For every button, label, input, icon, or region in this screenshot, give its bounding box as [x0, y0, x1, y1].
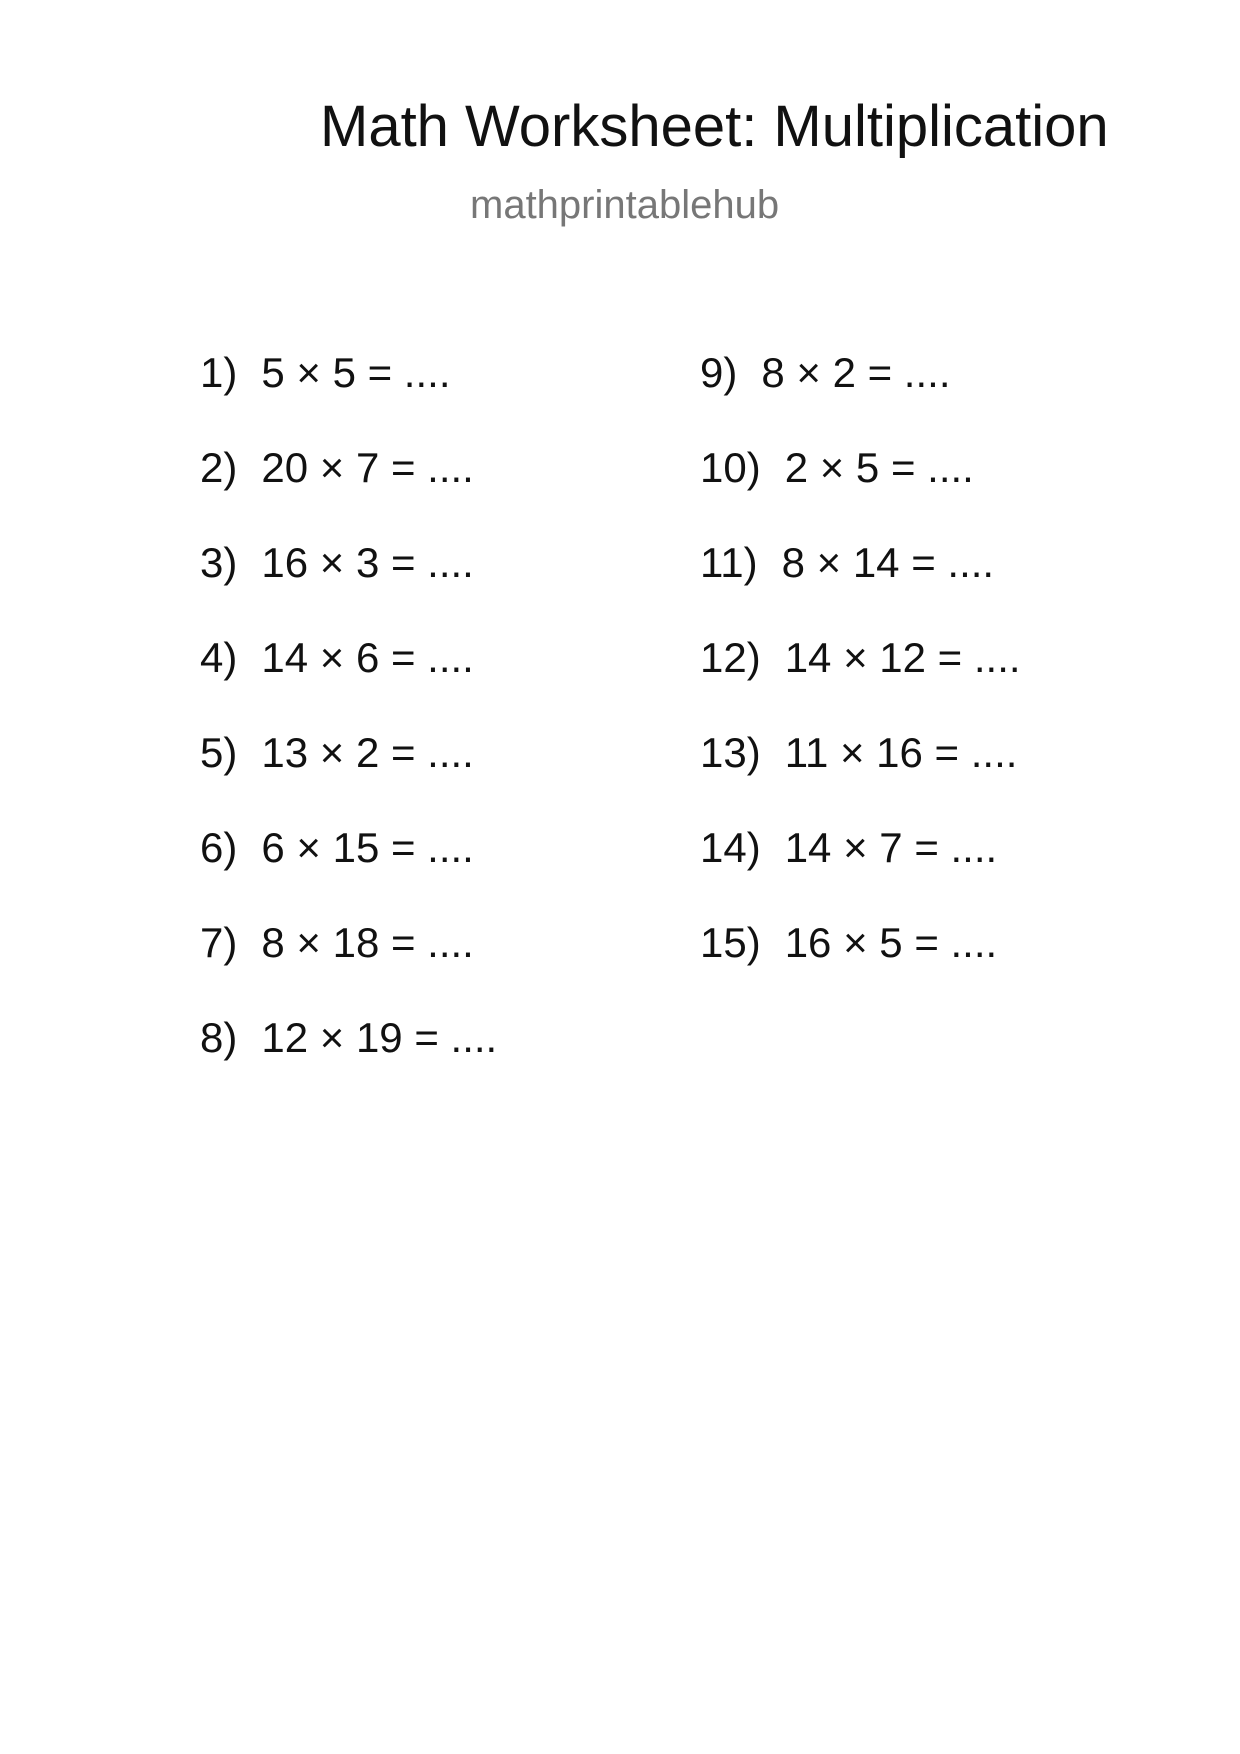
problem-number: 13) [700, 729, 761, 776]
problem-number: 7) [200, 919, 238, 966]
problem-expression: 2 × 5 = .... [784, 444, 974, 491]
problem-number: 9) [700, 349, 738, 396]
problem-number: 4) [200, 634, 238, 681]
problem-number: 10) [700, 444, 761, 491]
problem-item [200, 729, 497, 827]
problem-expression: 14 × 6 = .... [261, 634, 474, 681]
problem-expression: 20 × 7 = .... [261, 444, 474, 491]
page-title: Math Worksheet: Multiplication [320, 94, 1109, 159]
problem-item [700, 539, 1021, 637]
problem-item [200, 539, 497, 637]
problem-expression: 13 × 2 = .... [261, 729, 474, 776]
problem-expression: 5 × 5 = .... [261, 349, 451, 396]
problem-expression: 8 × 18 = .... [261, 919, 474, 966]
problem-item [700, 824, 1021, 922]
problem-expression: 12 × 19 = .... [261, 1014, 498, 1061]
problem-item [700, 919, 1021, 1017]
problem-number: 3) [200, 539, 238, 586]
problem-number: 1) [200, 349, 238, 396]
problem-number: 14) [700, 824, 761, 871]
problem-number: 8) [200, 1014, 238, 1061]
problem-item [700, 349, 1021, 447]
problem-expression: 14 × 12 = .... [784, 634, 1021, 681]
problem-number: 12) [700, 634, 761, 681]
problem-item [700, 444, 1021, 542]
problem-item [200, 919, 497, 1017]
problem-item [700, 729, 1021, 827]
problem-number: 15) [700, 919, 761, 966]
problem-item [200, 824, 497, 922]
problem-expression: 11 × 16 = .... [784, 729, 1018, 776]
problem-expression: 8 × 2 = .... [761, 349, 951, 396]
problem-item [200, 349, 497, 447]
problem-number: 11) [700, 539, 758, 586]
problem-expression: 8 × 14 = .... [781, 539, 995, 586]
problem-item [200, 634, 497, 732]
problem-item [200, 1014, 498, 1112]
problem-item [700, 634, 1021, 732]
problem-list-right [700, 349, 1021, 1017]
page-subtitle: mathprintablehub [470, 183, 780, 227]
problem-number: 5) [200, 729, 238, 776]
problem-expression: 16 × 5 = .... [784, 919, 998, 966]
problem-list-left [200, 349, 498, 1112]
problem-item [200, 444, 497, 542]
problem-number: 6) [200, 824, 238, 871]
problem-expression: 16 × 3 = .... [261, 539, 474, 586]
problem-expression: 14 × 7 = .... [784, 824, 998, 871]
problem-expression: 6 × 15 = .... [261, 824, 474, 871]
problem-number: 2) [200, 444, 238, 491]
